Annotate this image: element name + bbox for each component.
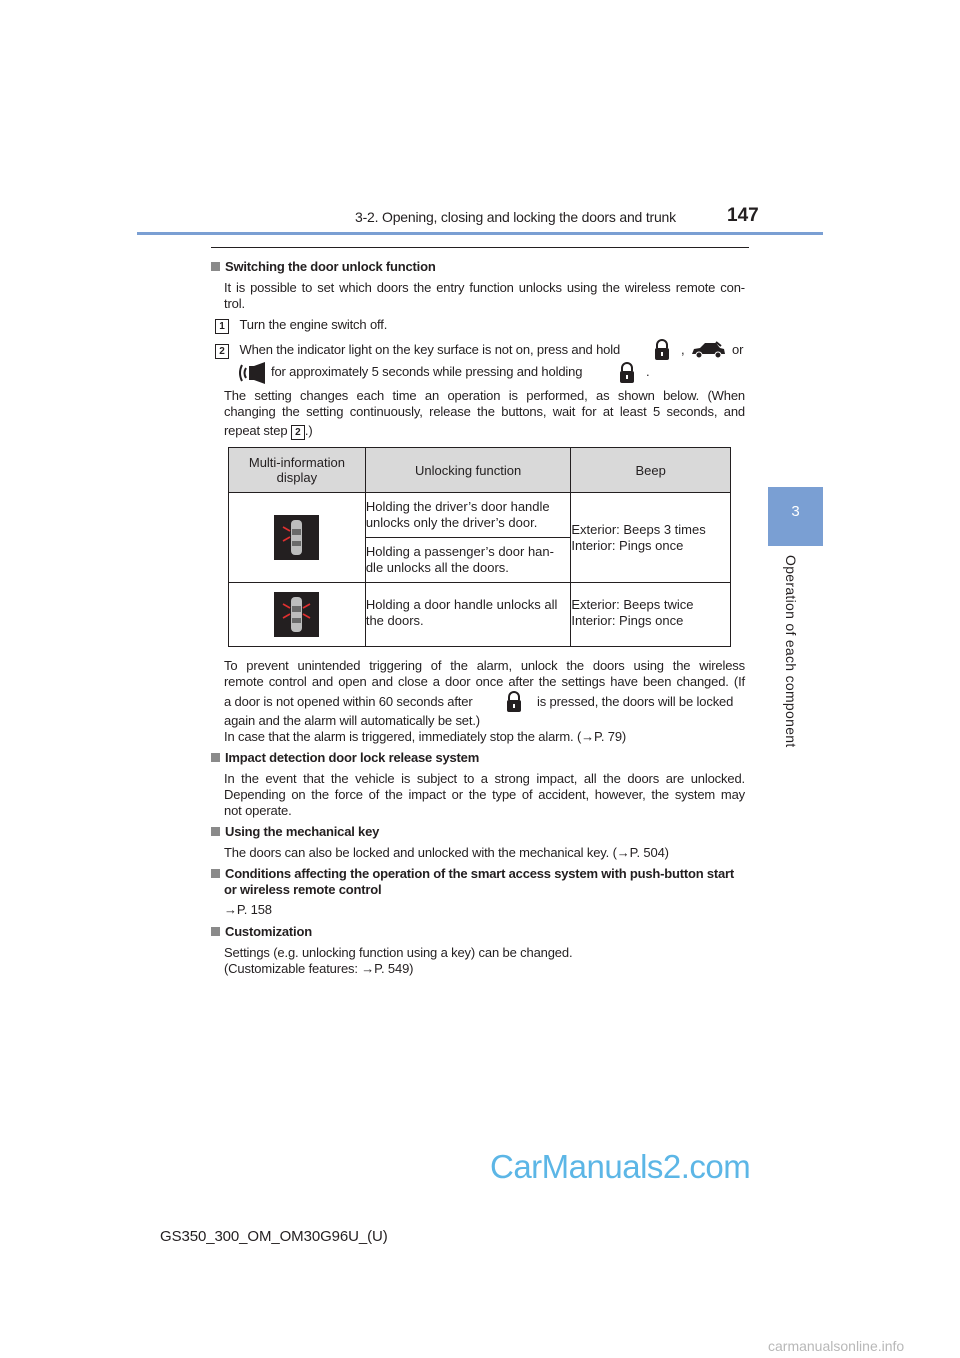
table-row-2-function: Holding a door handle unlocks all the doors. <box>365 583 571 647</box>
customization-heading: Customization <box>211 924 312 939</box>
step-2-or: or <box>732 342 744 357</box>
section-bullet-icon <box>211 827 220 836</box>
step-1 <box>215 317 387 334</box>
car-door-display-icon <box>274 515 319 560</box>
impact-line-2: Depending on the force of the impact or the type of accident, however, the system may <box>224 787 745 802</box>
impact-line-3: not operate. <box>224 803 292 818</box>
switching-note-3: repeat step 2 .) <box>224 423 313 438</box>
alarm-line-3a: a door is not opened within 60 seconds after <box>224 694 473 709</box>
section-bullet-icon <box>211 262 220 271</box>
switching-intro-1: It is possible to set which doors the entry function unlocks using the wireless remote con- <box>224 280 745 295</box>
watermark-logo: CarManuals2.com <box>490 1148 751 1185</box>
table-row-1-display <box>229 493 366 583</box>
table-header-function: Unlocking function <box>365 448 571 493</box>
lock-button-icon <box>617 362 637 384</box>
footer-model-code: GS350_300_OM_OM30G96U_(U) <box>160 1228 388 1245</box>
panic-button-icon <box>237 362 269 384</box>
step-2-end: . <box>646 364 650 379</box>
unlock-settings-table <box>228 447 731 647</box>
step-1-number: 1 <box>215 319 229 334</box>
alarm-line-4: again and the alarm will automatically be set.) <box>224 713 480 728</box>
impact-heading: Impact detection door lock release system <box>211 750 479 765</box>
table-row-1-beep: Exterior: Beeps 3 times Interior: Pings once <box>571 493 731 583</box>
alarm-line-3b: is pressed, the doors will be locked <box>537 694 734 709</box>
customization-line-1: Settings (e.g. unlocking function using a key) can be changed. <box>224 945 573 960</box>
customization-line-2: (Customizable features: →P. 549) <box>224 961 414 976</box>
conditions-ref: →P. 158 <box>224 902 272 917</box>
car-door-display-icon <box>274 592 319 637</box>
content-top-rule <box>211 247 749 248</box>
mechanical-line-1: The doors can also be locked and unlocked with the mechanical key. (→P. 504) <box>224 845 669 860</box>
alarm-line-5: In case that the alarm is triggered, immediately stop the alarm. (→P. 79) <box>224 729 627 744</box>
table-row-1a-function: Holding the driver’s door handle unlocks only the driver’s door. <box>365 493 571 538</box>
conditions-heading-2: or wireless remote control <box>224 882 382 897</box>
conditions-heading: Conditions affecting the operation of the smart access system with push-button start <box>211 866 756 881</box>
page-number: 147 <box>727 205 759 226</box>
alarm-line-2: remote control and open and close a door once after the settings have been changed. (If <box>224 674 745 689</box>
table-row-2-display <box>229 583 366 647</box>
step-2-separator: , <box>681 342 685 357</box>
section-header-title: 3-2. Opening, closing and locking the doors and trunk <box>355 209 676 225</box>
step-ref-2: 2 <box>291 425 305 440</box>
section-bullet-icon <box>211 927 220 936</box>
trunk-button-icon <box>690 341 726 359</box>
switching-intro-2: trol. <box>224 296 245 311</box>
table-header-beep: Beep <box>571 448 731 493</box>
switching-note-1: The setting changes each time an operation is performed, as shown below. (When <box>224 388 745 403</box>
impact-line-1: In the event that the vehicle is subject to a strong impact, all the doors are unlocked. <box>224 771 745 786</box>
lock-button-icon <box>504 691 524 713</box>
table-header-display: Multi-information display <box>229 448 366 493</box>
watermark-small: carmanualsonline.info <box>768 1338 905 1354</box>
alarm-line-1: To prevent unintended triggering of the alarm, unlock the doors using the wireless <box>224 658 745 673</box>
switching-heading: Switching the door unlock function <box>211 259 436 274</box>
step-1-text: Turn the engine switch off. <box>239 317 388 332</box>
chapter-tab: 3 <box>768 487 823 546</box>
step-2-number: 2 <box>215 344 229 359</box>
step-2-text-a: When the indicator light on the key surface is not on, press and hold <box>239 342 621 357</box>
chapter-label: Operation of each component <box>783 555 799 748</box>
switching-note-2: changing the setting continuously, release the buttons, wait for at least 5 seconds, and <box>224 404 745 419</box>
lock-button-icon <box>652 339 672 361</box>
section-bullet-icon <box>211 869 220 878</box>
table-row-2-beep: Exterior: Beeps twice Interior: Pings once <box>571 583 731 647</box>
step-2-text-b: for approximately 5 seconds while pressing and holding <box>271 364 583 379</box>
section-bullet-icon <box>211 753 220 762</box>
mechanical-heading: Using the mechanical key <box>211 824 379 839</box>
header-rule <box>137 232 823 235</box>
table-row-1b-function: Holding a passenger’s door han-dle unlocks all the doors. <box>365 538 571 583</box>
